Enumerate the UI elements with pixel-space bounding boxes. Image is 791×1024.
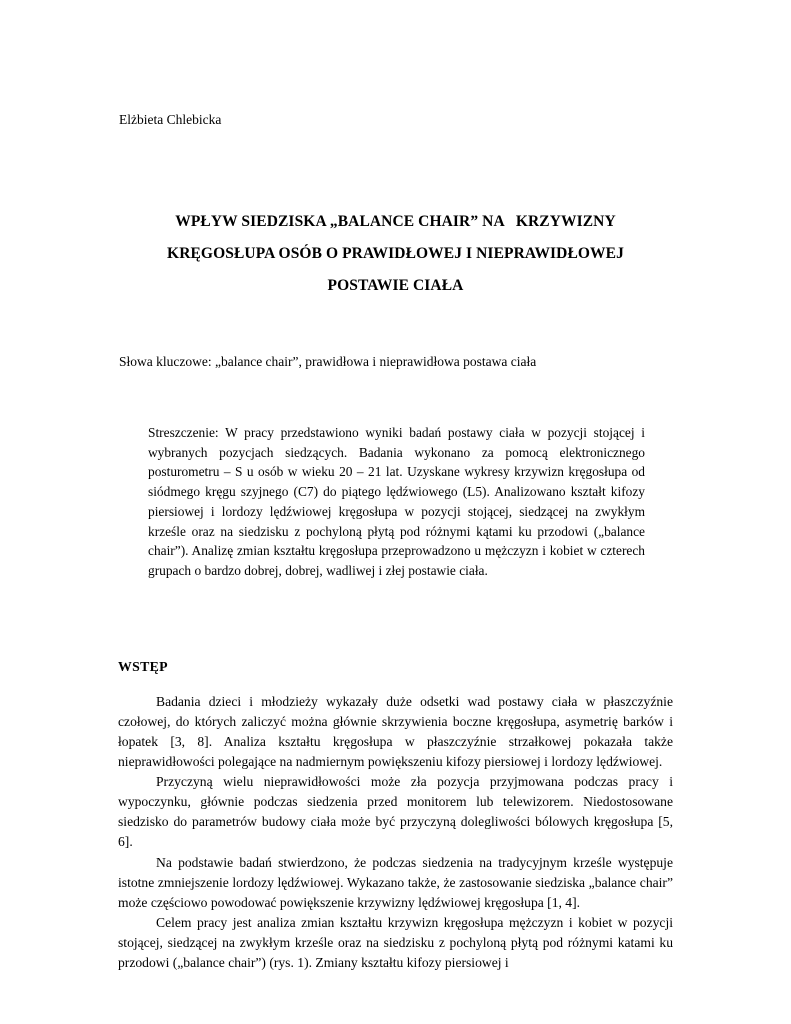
keywords-line: Słowa kluczowe: „balance chair”, prawidłowa i nieprawidłowa postawa ciała (119, 354, 537, 370)
paragraph-4: Celem pracy jest analiza zmian kształtu krzywizn kręgosłupa mężczyzn i kobiet w pozycji stojącej, siedzącej na zwykłym krześle oraz na siedzisku z pochyloną płytą pod różnymi katami ku przodowi („balance chair”) (rys. 1). Zmiany kształtu kifozy piersiowej i (118, 914, 673, 971)
title-line-3: POSTAWIE CIAŁA (327, 276, 464, 294)
paragraph-2: Przyczyną wielu nieprawidłowości może zła pozycja przyjmowana podczas pracy i wypoczynku, głównie podczas siedzenia przed monitorem lub telewizorem. Niedostosowane siedzisko do parametrów budowy ciała może być przyczyną dolegliwości bólowych kręgosłupa [5, 6]. (118, 774, 673, 850)
paragraph-1: Badania dzieci i młodzieży wykazały duże odsetki wad postawy ciała w płaszczyźnie czołowej, do których zaliczyć można głównie skrzywienia boczne kręgosłupa, asymetrię barków i łopatek [3, 8]. Analiza kształtu kręgosłupa w płaszczyźnie strzałkowej pokazała także nieprawidłowości polegające na nadmiernym powiększeniu kifozy piersiowej i lordozy lędźwiowej. (118, 693, 673, 769)
paper-title (118, 206, 673, 301)
author-name: Elżbieta Chlebicka (119, 112, 222, 127)
section-heading-wstep: WSTĘP (118, 658, 168, 674)
title-line-1: WPŁYW SIEDZISKA „BALANCE CHAIR” NA KRZYWIZNY (175, 213, 616, 231)
title-line-2: KRĘGOSŁUPA OSÓB O PRAWIDŁOWEJ I NIEPRAWIDŁOWEJ (167, 244, 624, 262)
abstract-text: Streszczenie: W pracy przedstawiono wyniki badań postawy ciała w pozycji stojącej i wybranych pozycjach siedzących. Badania wykonano za pomocą elektronicznego posturometru – S u osób w wieku 20 – 21 lat. Uzyskane wykresy krzywizn kręgosłupa od siódmego kręgu szyjnego (C7) do piątego lędźwiowego (L5). Analizowano kształt kifozy piersiowej i lordozy lędźwiowej kręgosłupa w pozycji stojącej, siedzącej na zwykłym krześle oraz na siedzisku z pochyloną płytą pod różnymi kątami ku przodowi („balance chair”). Analizę zmian kształtu kręgosłupa przeprowadzono u mężczyzn i kobiet w czterech grupach o bardzo dobrej, dobrej, wadliwej i złej postawie ciała. (148, 425, 645, 578)
paragraph-3: Na podstawie badań stwierdzono, że podczas siedzenia na tradycyjnym krześle występuje istotne zmniejszenie lordozy lędźwiowej. Wykazano także, że zastosowanie siedziska „balance chair” może częściowo powodować powiększenie krzywizny lędźwiowej kręgosłupa [1, 4]. (118, 854, 673, 910)
body-text (118, 692, 673, 974)
